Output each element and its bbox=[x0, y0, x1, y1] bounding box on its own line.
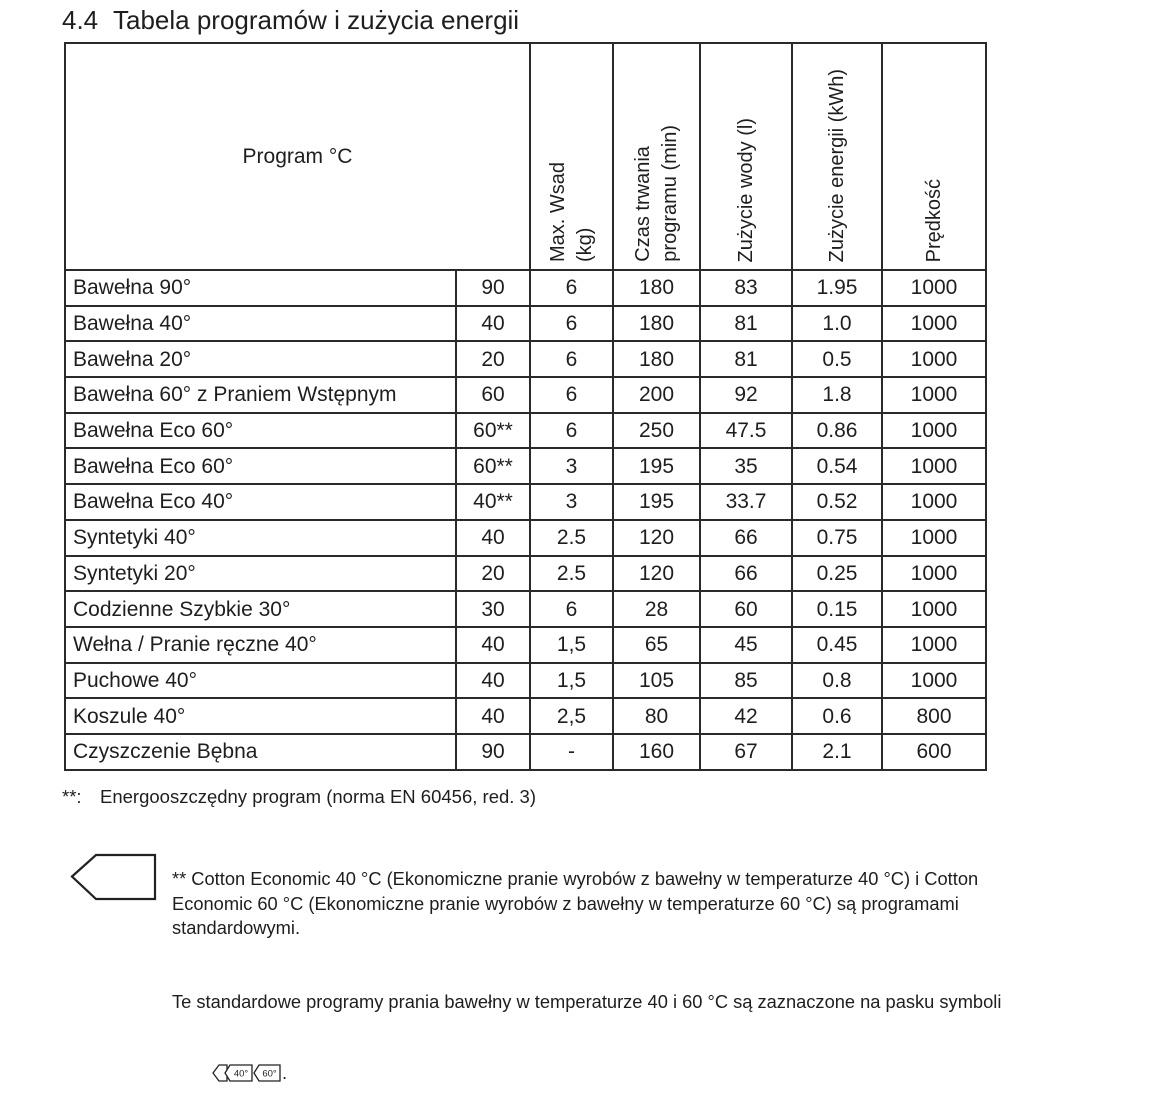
cell-max-load: 2.5 bbox=[531, 557, 614, 593]
cell-duration: 160 bbox=[614, 735, 701, 771]
cell-temp: 40 bbox=[457, 521, 531, 557]
cell-duration: 120 bbox=[614, 521, 701, 557]
header-speed bbox=[883, 44, 987, 271]
header-duration-line: Czas trwania bbox=[631, 146, 654, 262]
cell-program: Puchowe 40° bbox=[66, 664, 457, 700]
cell-energy: 2.1 bbox=[793, 735, 883, 771]
section-title-text: Tabela programów i zużycia energii bbox=[113, 5, 520, 35]
note-paragraph: ** Cotton Economic 40 °C (Ekonomiczne pranie wyrobów z bawełny w temperaturze 40 °C) i Cotton Economic 60 °C (Ekonomiczne pranie wyrobów z bawełny w temperaturze 60 °C) są programami standardowymi. bbox=[172, 868, 979, 938]
header-max-load bbox=[531, 44, 614, 271]
cell-temp: 60** bbox=[457, 449, 531, 485]
section-title bbox=[62, 4, 519, 36]
cell-duration: 80 bbox=[614, 699, 701, 735]
cell-water: 85 bbox=[701, 664, 793, 700]
cell-energy: 0.25 bbox=[793, 557, 883, 593]
cell-duration: 120 bbox=[614, 557, 701, 593]
cell-speed: 1000 bbox=[883, 628, 987, 664]
header-max-load-line: (kg) bbox=[573, 227, 596, 262]
cell-temp: 40** bbox=[457, 485, 531, 521]
cell-speed: 1000 bbox=[883, 342, 987, 378]
cell-program: Wełna / Pranie ręczne 40° bbox=[66, 628, 457, 664]
header-max-load-line: Max. Wsad bbox=[546, 161, 569, 262]
cell-speed: 1000 bbox=[883, 592, 987, 628]
header-energy-line: Zużycie energii (kWh) bbox=[825, 68, 848, 262]
cell-temp: 40 bbox=[457, 664, 531, 700]
tag-40-label: 40° bbox=[233, 1068, 249, 1080]
program-table bbox=[64, 42, 987, 771]
cell-energy: 0.5 bbox=[793, 342, 883, 378]
cell-program: Syntetyki 20° bbox=[66, 557, 457, 593]
cell-temp: 40 bbox=[457, 307, 531, 343]
footnote-marker: **: bbox=[62, 786, 82, 807]
cell-duration: 250 bbox=[614, 414, 701, 450]
standard-programs-note bbox=[172, 818, 1001, 1107]
cell-duration: 180 bbox=[614, 307, 701, 343]
cell-program: Bawełna Eco 60° bbox=[66, 449, 457, 485]
cell-temp: 30 bbox=[457, 592, 531, 628]
cell-water: 33.7 bbox=[701, 485, 793, 521]
cell-max-load: 6 bbox=[531, 307, 614, 343]
cell-speed: 1000 bbox=[883, 271, 987, 307]
cell-temp: 60 bbox=[457, 378, 531, 414]
cell-program: Bawełna 60° z Praniem Wstępnym bbox=[66, 378, 457, 414]
cell-speed: 1000 bbox=[883, 485, 987, 521]
cell-max-load: 1,5 bbox=[531, 628, 614, 664]
header-water bbox=[701, 44, 793, 271]
cell-energy: 0.6 bbox=[793, 699, 883, 735]
header-energy bbox=[793, 44, 883, 271]
cell-temp: 20 bbox=[457, 557, 531, 593]
cell-water: 81 bbox=[701, 307, 793, 343]
cell-duration: 28 bbox=[614, 592, 701, 628]
cell-energy: 0.52 bbox=[793, 485, 883, 521]
cell-max-load: 6 bbox=[531, 592, 614, 628]
header-water-line: Zużycie wody (l) bbox=[734, 117, 757, 262]
cell-speed: 1000 bbox=[883, 378, 987, 414]
cell-duration: 180 bbox=[614, 342, 701, 378]
cell-temp: 90 bbox=[457, 735, 531, 771]
header-speed-line: Prędkość bbox=[922, 178, 945, 262]
cell-program: Bawełna Eco 60° bbox=[66, 414, 457, 450]
label-tag-icon bbox=[70, 853, 158, 903]
cell-energy: 1.0 bbox=[793, 307, 883, 343]
cell-temp: 90 bbox=[457, 271, 531, 307]
tag-60-label: 60° bbox=[262, 1068, 277, 1080]
cell-duration: 105 bbox=[614, 664, 701, 700]
cell-duration: 65 bbox=[614, 628, 701, 664]
cell-water: 66 bbox=[701, 557, 793, 593]
cell-max-load: 2,5 bbox=[531, 699, 614, 735]
cell-temp: 60** bbox=[457, 414, 531, 450]
cell-temp: 40 bbox=[457, 628, 531, 664]
cell-speed: 600 bbox=[883, 735, 987, 771]
note-end-punctuation: . bbox=[282, 1062, 288, 1083]
cell-energy: 0.15 bbox=[793, 592, 883, 628]
cell-speed: 1000 bbox=[883, 449, 987, 485]
footnote bbox=[62, 785, 536, 809]
cell-temp: 40 bbox=[457, 699, 531, 735]
cell-program: Bawełna 90° bbox=[66, 271, 457, 307]
cell-duration: 195 bbox=[614, 485, 701, 521]
cell-water: 66 bbox=[701, 521, 793, 557]
cell-water: 47.5 bbox=[701, 414, 793, 450]
cell-water: 42 bbox=[701, 699, 793, 735]
cell-temp: 20 bbox=[457, 342, 531, 378]
cell-program: Bawełna Eco 40° bbox=[66, 485, 457, 521]
cell-water: 45 bbox=[701, 628, 793, 664]
cell-water: 92 bbox=[701, 378, 793, 414]
cell-duration: 200 bbox=[614, 378, 701, 414]
cell-energy: 0.45 bbox=[793, 628, 883, 664]
cell-water: 83 bbox=[701, 271, 793, 307]
cell-max-load: 3 bbox=[531, 449, 614, 485]
label-tag-shape bbox=[72, 855, 155, 899]
cell-energy: 0.86 bbox=[793, 414, 883, 450]
cell-energy: 1.95 bbox=[793, 271, 883, 307]
cell-max-load: 2.5 bbox=[531, 521, 614, 557]
cell-program: Codzienne Szybkie 30° bbox=[66, 592, 457, 628]
cell-speed: 1000 bbox=[883, 521, 987, 557]
cell-max-load: 6 bbox=[531, 414, 614, 450]
cell-water: 81 bbox=[701, 342, 793, 378]
cell-max-load: - bbox=[531, 735, 614, 771]
symbol-strip bbox=[212, 1063, 1001, 1082]
cell-energy: 0.8 bbox=[793, 664, 883, 700]
temperature-tag-strip-icon bbox=[212, 1064, 282, 1082]
cell-water: 35 bbox=[701, 449, 793, 485]
cell-water: 67 bbox=[701, 735, 793, 771]
cell-max-load: 6 bbox=[531, 342, 614, 378]
cell-speed: 1000 bbox=[883, 664, 987, 700]
cell-program: Bawełna 20° bbox=[66, 342, 457, 378]
section-number: 4.4 bbox=[62, 5, 99, 35]
cell-speed: 1000 bbox=[883, 414, 987, 450]
header-program: Program °C bbox=[66, 44, 531, 271]
cell-energy: 1.8 bbox=[793, 378, 883, 414]
cell-max-load: 6 bbox=[531, 378, 614, 414]
cell-duration: 180 bbox=[614, 271, 701, 307]
cell-program: Bawełna 40° bbox=[66, 307, 457, 343]
cell-energy: 0.75 bbox=[793, 521, 883, 557]
cell-max-load: 6 bbox=[531, 271, 614, 307]
cell-program: Syntetyki 40° bbox=[66, 521, 457, 557]
cell-water: 60 bbox=[701, 592, 793, 628]
note-paragraph: Te standardowe programy prania bawełny w temperaturze 40 i 60 °C są zaznaczone na pasku symboli bbox=[172, 990, 1002, 1012]
cell-energy: 0.54 bbox=[793, 449, 883, 485]
footnote-text: Energooszczędny program (norma EN 60456, red. 3) bbox=[100, 786, 536, 807]
cell-max-load: 1,5 bbox=[531, 664, 614, 700]
cell-speed: 1000 bbox=[883, 307, 987, 343]
cell-program: Czyszczenie Bębna bbox=[66, 735, 457, 771]
cell-program: Koszule 40° bbox=[66, 699, 457, 735]
cell-duration: 195 bbox=[614, 449, 701, 485]
header-duration bbox=[614, 44, 701, 271]
cell-speed: 1000 bbox=[883, 557, 987, 593]
cell-max-load: 3 bbox=[531, 485, 614, 521]
header-duration-line: programu (min) bbox=[658, 125, 681, 262]
cell-speed: 800 bbox=[883, 699, 987, 735]
